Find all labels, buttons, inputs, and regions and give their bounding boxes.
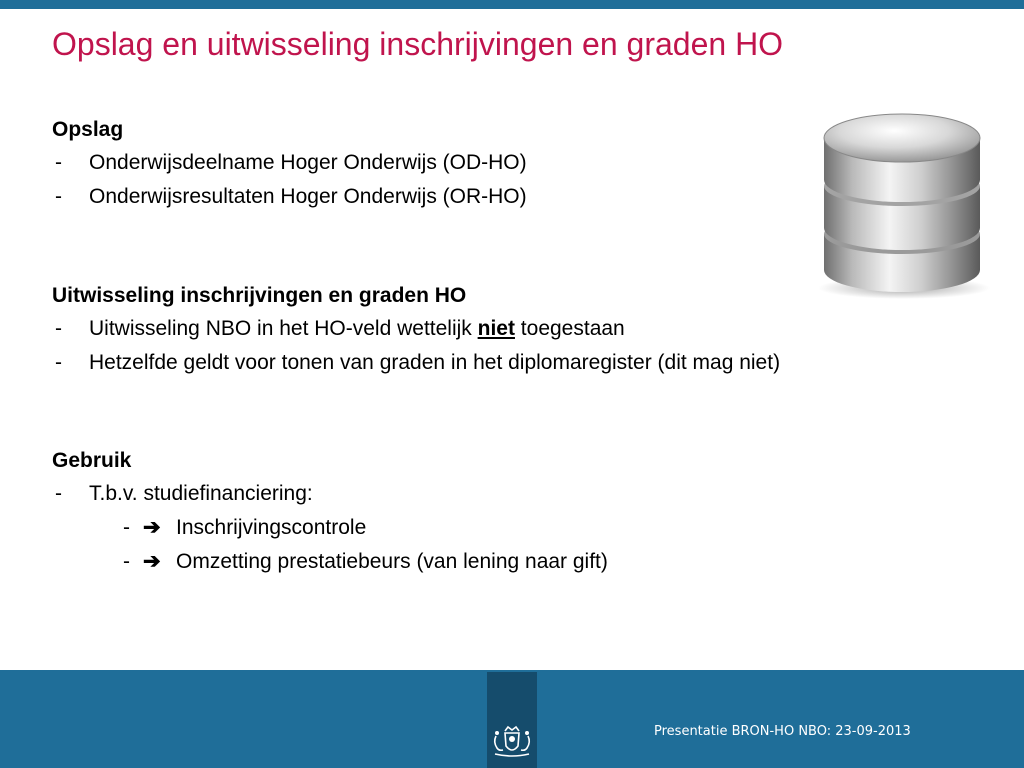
emphasis-text: niet: [477, 317, 515, 340]
bullet-dash: -: [55, 317, 62, 340]
sub-list-item-text: Omzetting prestatiebeurs (van lening naar gift): [176, 550, 608, 573]
bullet-dash: -: [55, 185, 62, 208]
arrow-right-icon: ➔: [143, 550, 161, 573]
sub-list-item: [52, 545, 952, 579]
bullet-dash: -: [123, 516, 130, 539]
sub-list-item: [52, 511, 952, 545]
list-item-text: Hetzelfde geldt voor tonen van graden in het diplomaregister (dit mag niet): [89, 351, 781, 374]
rijksoverheid-crest-icon: [489, 724, 535, 760]
list-item-text: [89, 312, 625, 346]
list-item: [52, 346, 952, 380]
list-item-text: T.b.v. studiefinanciering:: [89, 482, 313, 505]
bullet-dash: -: [55, 482, 62, 505]
list-item-text-before: Uitwisseling NBO in het HO-veld wettelijk: [89, 317, 478, 340]
section-heading-uitwisseling: Uitwisseling inschrijvingen en graden HO: [52, 284, 467, 307]
top-brand-bar: [0, 0, 1024, 9]
list-item-text: Onderwijsresultaten Hoger Onderwijs (OR-HO): [89, 185, 527, 208]
bullet-dash: -: [55, 351, 62, 374]
slide-title: Opslag en uitwisseling inschrijvingen en graden HO: [52, 26, 784, 62]
bullet-dash: -: [123, 550, 130, 573]
list-item-text: Onderwijsdeelname Hoger Onderwijs (OD-HO): [89, 151, 527, 174]
bullet-dash: -: [55, 151, 62, 174]
section-heading-opslag: Opslag: [52, 118, 124, 141]
arrow-right-icon: ➔: [143, 516, 161, 539]
list-item: [52, 312, 952, 346]
list-item-text-after: toegestaan: [514, 317, 625, 340]
section-heading-gebruik: Gebruik: [52, 449, 132, 472]
database-icon: [812, 104, 992, 300]
footer-text: Presentatie BRON-HO NBO: 23-09-2013: [654, 724, 911, 739]
sub-list-item-text: Inschrijvingscontrole: [176, 516, 367, 539]
list-item: [52, 477, 952, 511]
